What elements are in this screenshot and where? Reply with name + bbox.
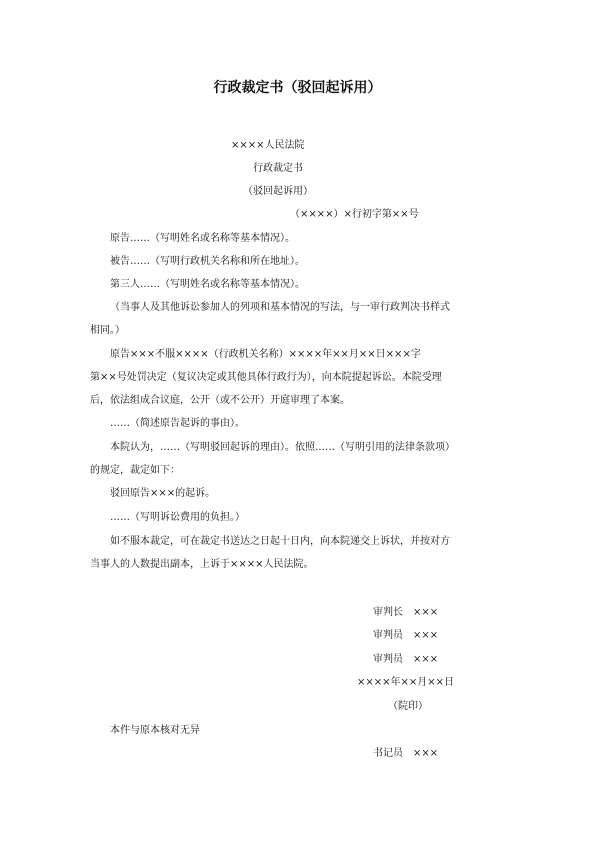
appeal-line-1: 如不服本裁定，可在裁定书送达之日起十日内，向本院递交上诉状，并按对方 xyxy=(110,536,450,547)
document-subtitle: （驳回起诉用） xyxy=(243,186,313,197)
reasoning-line-2: 的规定，裁定如下： xyxy=(90,465,180,476)
third-party-line: 第三人……（写明姓名或名称等基本情况）。 xyxy=(110,279,305,290)
plaintiff-line: 原告……（写明姓名或名称等基本情况）。 xyxy=(110,233,295,244)
ruling-line: 驳回原告×××的起诉。 xyxy=(110,488,216,499)
judge-signature-1: 审判员 ××× xyxy=(373,630,439,641)
court-seal: （院印） xyxy=(388,701,428,712)
party-note-line-1: （当事人及其他诉讼参加人的列项和基本情况的写法，与一审行政判决书样式 xyxy=(110,302,450,313)
facts-line-2: 第××号处罚决定（复议决定或其他具体行政行为），向本院提起诉讼。本院受理 xyxy=(90,372,442,383)
party-note-line-2: 相同。） xyxy=(90,325,125,336)
claim-summary-line: ……（简述原告起诉的事由）。 xyxy=(110,418,245,429)
ruling-date: ××××年××月××日 xyxy=(357,677,455,688)
judge-signature-2: 审判员 ××× xyxy=(373,654,439,665)
court-name: ××××人民法院 xyxy=(231,140,305,151)
defendant-line: 被告……（写明行政机关名称和所在地址）。 xyxy=(110,256,305,267)
case-number: （××××）×行初字第××号 xyxy=(290,209,419,220)
verification-note: 本件与原本核对无异 xyxy=(110,725,200,736)
fee-line: ……（写明诉讼费用的负担。） xyxy=(110,512,245,523)
reasoning-line-1: 本院认为，……（写明驳回起诉的理由）。依照……（写明引用的法律条款项） xyxy=(110,442,455,453)
chief-judge-signature: 审判长 ××× xyxy=(373,607,439,618)
document-title: 行政裁定书（驳回起诉用） xyxy=(213,80,382,96)
document-name: 行政裁定书 xyxy=(253,163,303,174)
facts-line-3: 后，依法组成合议庭，公开（或不公开）开庭审理了本案。 xyxy=(90,395,350,406)
clerk-signature: 书记员 ××× xyxy=(373,748,439,759)
appeal-line-2: 当事人的人数提出副本，上诉于××××人民法院。 xyxy=(90,559,314,570)
facts-line-1: 原告×××不服××××（行政机关名称）××××年××月××日×××字 xyxy=(110,349,421,360)
